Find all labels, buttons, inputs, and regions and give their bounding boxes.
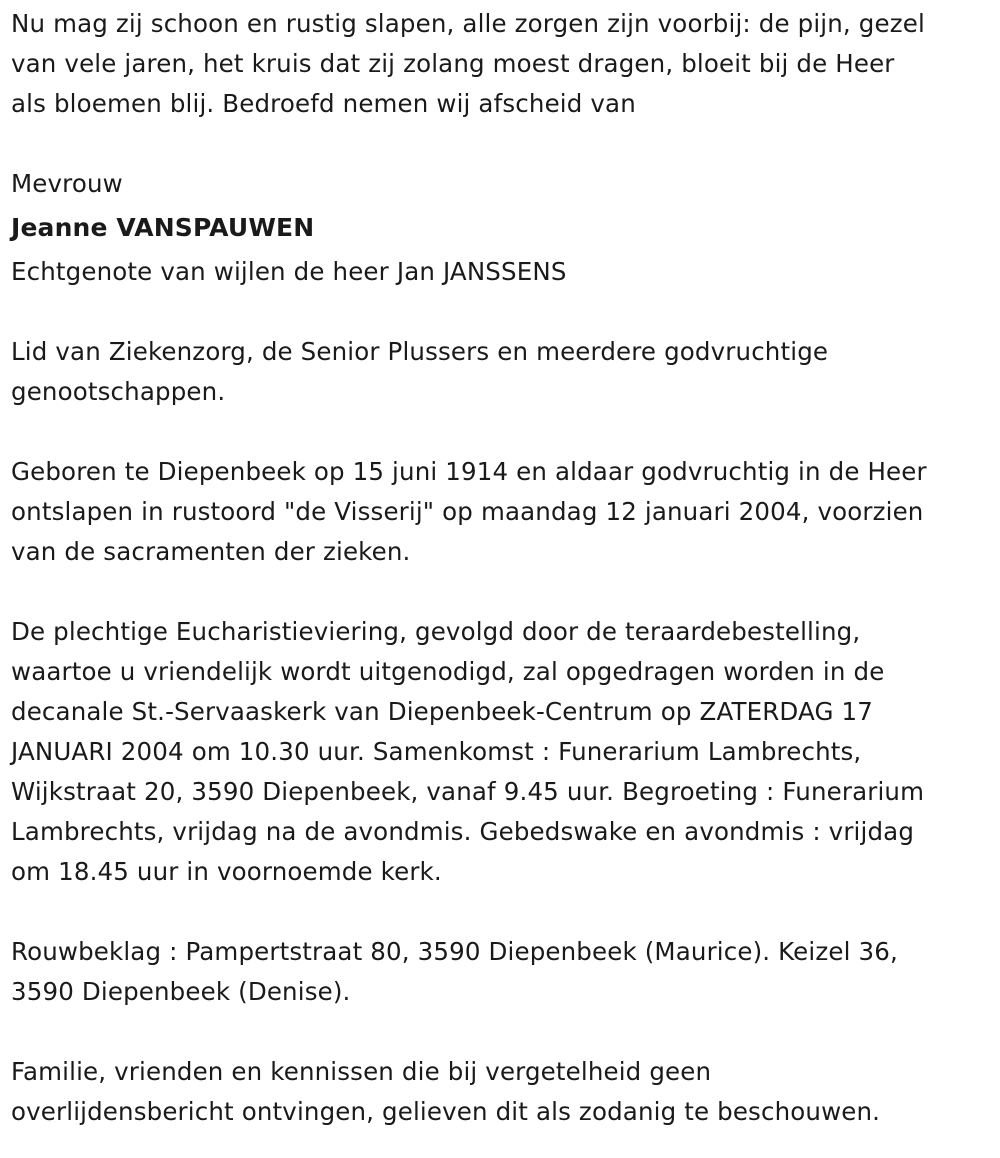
closing-line: Familie, vrienden en kennissen die bij vergetelheid geen (11, 1057, 712, 1086)
birth-death-line: ontslapen in rustoord "de Visserij" op maandag 12 januari 2004, voorzien (11, 497, 924, 526)
paragraph-spacer (11, 124, 991, 164)
paragraph-spacer (11, 412, 991, 452)
paragraph-spacer (11, 1012, 991, 1052)
ceremony-line: De plechtige Eucharistieviering, gevolgd door de teraardebestelling, (11, 617, 861, 646)
intro-line: van vele jaren, het kruis dat zij zolang moest dragen, bloeit bij de Heer (11, 49, 895, 78)
birth-death-line: van de sacramenten der zieken. (11, 537, 411, 566)
ceremony-line: decanale St.-Servaaskerk van Diepenbeek-Centrum op ZATERDAG 17 (11, 697, 874, 726)
condolences-line: 3590 Diepenbeek (Denise). (11, 977, 351, 1006)
ceremony-line: om 18.45 uur in voornoemde kerk. (11, 857, 442, 886)
spouse-line: Echtgenote van wijlen de heer Jan JANSSENS (11, 257, 567, 286)
salutation: Mevrouw (11, 169, 123, 198)
condolences-paragraph (11, 932, 991, 1012)
ceremony-line: Lambrechts, vrijdag na de avondmis. Gebedswake en avondmis : vrijdag (11, 817, 915, 846)
paragraph-spacer (11, 572, 991, 612)
paragraph-spacer (11, 892, 991, 932)
obituary-document (11, 4, 991, 1132)
ceremony-line: Wijkstraat 20, 3590 Diepenbeek, vanaf 9.45 uur. Begroeting : Funerarium (11, 777, 925, 806)
birth-death-line: Geboren te Diepenbeek op 15 juni 1914 en aldaar godvruchtig in de Heer (11, 457, 927, 486)
membership-line: Lid van Ziekenzorg, de Senior Plussers en meerdere godvruchtige (11, 337, 829, 366)
ceremony-line: waartoe u vriendelijk wordt uitgenodigd, zal opgedragen worden in de (11, 657, 885, 686)
intro-line: als bloemen blij. Bedroefd nemen wij afscheid van (11, 89, 636, 118)
paragraph-spacer (11, 292, 991, 332)
intro-paragraph (11, 4, 991, 124)
closing-line: overlijdensbericht ontvingen, gelieven dit als zodanig te beschouwen. (11, 1097, 881, 1126)
membership-paragraph (11, 332, 991, 412)
condolences-line: Rouwbeklag : Pampertstraat 80, 3590 Diepenbeek (Maurice). Keizel 36, (11, 937, 898, 966)
ceremony-paragraph (11, 612, 991, 892)
membership-line: genootschappen. (11, 377, 226, 406)
deceased-name: Jeanne VANSPAUWEN (11, 213, 315, 242)
ceremony-line: JANUARI 2004 om 10.30 uur. Samenkomst : Funerarium Lambrechts, (11, 737, 862, 766)
birth-death-paragraph (11, 452, 991, 572)
intro-line: Nu mag zij schoon en rustig slapen, alle zorgen zijn voorbij: de pijn, gezel (11, 9, 925, 38)
closing-paragraph (11, 1052, 991, 1132)
